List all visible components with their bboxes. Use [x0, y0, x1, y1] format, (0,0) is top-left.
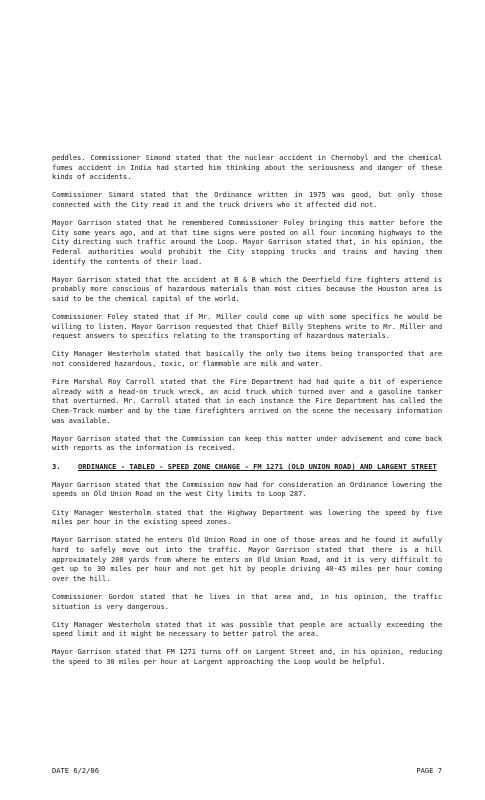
paragraph: Mayor Garrison stated that the accident at B & B which the Deerfield fire fighters attend is probably more conscious of hazardous materials than most cities because the Houston area is said to be the chemical capital of the world.: [52, 274, 442, 303]
paragraph: City Manager Westerholm stated that basically the only two items being transported that are not considered hazardous, toxic, or flammable are milk and water.: [52, 349, 442, 369]
agenda-item-title: ORDINANCE - TABLED - SPEED ZONE CHANGE - FM 1271 (OLD UNION ROAD) AND LARGENT STREET: [78, 461, 437, 471]
paragraph: Mayor Garrison stated that he remembered Commissioner Foley bringing this matter before the City some years ago, and at that time signs were posted on all four incoming highways to the City directing such traffic around the Loop. Mayor Garrison stated that, in his opinion, the Federal authorities would prohibit the City stopping trucks and trains and having them identify the contents of their load.: [52, 218, 442, 266]
page-footer: [52, 766, 442, 775]
paragraph: Commissioner Foley stated that if Mr. Miller could come up with some specifics he would be willing to listen. Mayor Garrison requested that Chief Billy Stephens write to Mr. Miller and request answers to specifics relating to the transporting of hazardous materials.: [52, 312, 442, 341]
paragraph: Commissioner Gordon stated that he lives in that area and, in his opinion, the traffic situation is very dangerous.: [52, 591, 442, 611]
paragraph: Fire Marshal Roy Carroll stated that the Fire Department had had quite a bit of experience already with a head-on truck wreck, an acid truck which turned over and a gasoline tanker that overturned. Mr. Carroll stated that in each instance the Fire Department has called the Chem-Track number and by the time firefighters arrived on the scene the necessary information was available.: [52, 377, 442, 425]
paragraph: Mayor Garrison stated that FM 1271 turns off on Largent Street and, in his opinion, reducing the speed to 30 miles per hour at Largent approaching the Loop would be helpful.: [52, 647, 442, 667]
footer-date: DATE 6/2/86: [52, 766, 99, 775]
agenda-item-number: 3.: [52, 461, 61, 471]
document-body: [52, 153, 442, 675]
paragraph: peddles. Commissioner Simond stated that the nuclear accident in Chernobyl and the chemical fumes accident in India had started him thinking about the seriousness and danger of these kinds of accidents.: [52, 153, 442, 182]
page-number: PAGE 7: [416, 766, 442, 775]
agenda-item-heading: [52, 462, 442, 472]
paragraph: Mayor Garrison stated he enters Old Union Road in one of those areas and he found it awfully hard to safely move out into the traffic. Mayor Garrison stated that there is a hill approximately 200 yards from where he enters on Old Union Road, and it is very difficult to get up to 30 miles per hour and not get hit by people driving 40-45 miles per hour coming over the hill.: [52, 535, 442, 583]
paragraph: City Manager Westerholm stated that it was possible that people are actually exceeding the speed limit and it might be necessary to better patrol the area.: [52, 619, 442, 639]
paragraph: Mayor Garrison stated that the Commission now had for consideration an Ordinance lowering the speeds on Old Union Road on the west City limits to Loop 287.: [52, 479, 442, 499]
paragraph: City Manager Westerholm stated that the Highway Department was lowering the speed by five miles per hour in the existing speed zones.: [52, 507, 442, 527]
paragraph: Mayor Garrison stated that the Commission can keep this matter under advisement and come back with reports as the information is received.: [52, 433, 442, 453]
paragraph: Commissioner Simard stated that the Ordinance written in 1975 was good, but only those connected with the City read it and the truck drivers who it affected did not.: [52, 190, 442, 209]
